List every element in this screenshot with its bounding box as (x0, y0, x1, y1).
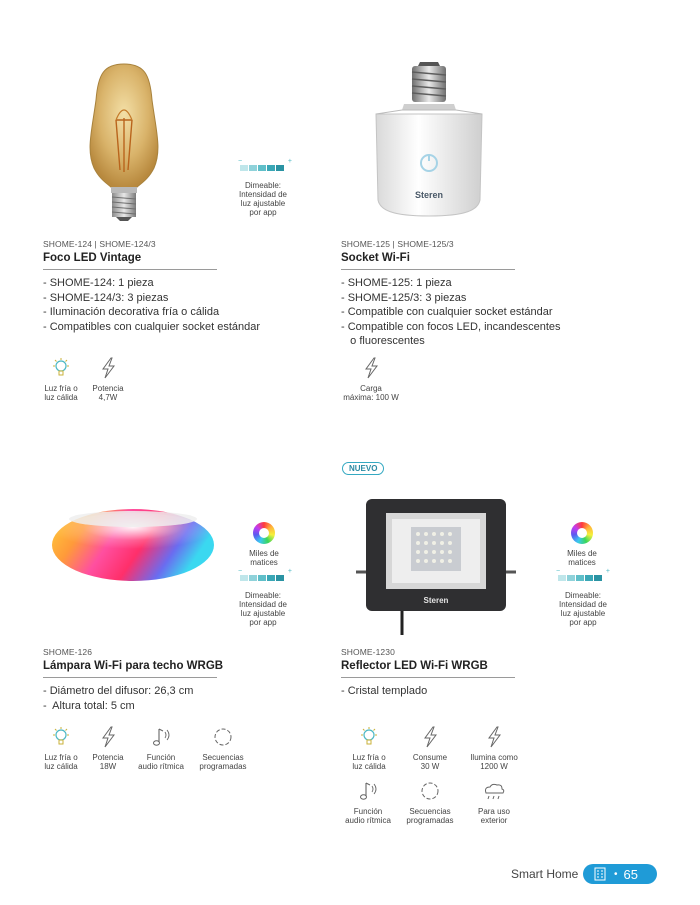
feature-item: - SHOME-125: 1 pieza (341, 277, 452, 289)
colors-label: Miles de matices (567, 549, 597, 567)
dimmable-label: Dimeable: Intensidad de luz ajustable por app (558, 591, 608, 627)
dimmable-indicator (556, 568, 610, 581)
spec-icon: Secuencias programadas (194, 726, 252, 771)
feature-item: - Altura total: 5 cm (43, 699, 135, 712)
feature-item: - Compatibles con cualquier socket estándar (43, 320, 261, 333)
title-divider (341, 269, 515, 270)
dimmable-indicator (238, 158, 292, 171)
building-icon (589, 864, 611, 884)
page-number-badge (583, 864, 657, 884)
plus-icon: + (605, 568, 610, 575)
dimmable-indicator (238, 568, 292, 581)
weather-icon (468, 780, 520, 802)
ceiling-lamp-image (50, 505, 216, 587)
product-title: Lámpara Wi-Fi para techo WRGB (43, 660, 224, 672)
feature-item: - SHOME-124/3: 3 piezas (43, 291, 169, 304)
steren-logo-text: Steren (423, 596, 449, 605)
title-divider (43, 269, 217, 270)
feature-list (43, 276, 260, 334)
feature-item: - Iluminación decorativa fría o cálida (43, 306, 220, 318)
vintage-bulb-image (80, 60, 168, 222)
spec-icon: Función audio rítmica (134, 726, 188, 771)
spec-icon: Consume 30 W (406, 726, 454, 771)
feature-item: o fluorescentes (341, 335, 425, 347)
plus-icon: + (287, 158, 292, 165)
product-code: SHOME-125 | SHOME-125/3 (341, 239, 454, 249)
bulb-icon (41, 726, 81, 748)
lightning-icon (88, 357, 128, 379)
colors-label: Miles de matices (249, 549, 279, 567)
product-code: SHOME-126 (43, 647, 93, 657)
color-wheel-icon (571, 522, 593, 544)
feature-item: - Diámetro del difusor: 26,3 cm (43, 685, 194, 697)
feature-item: - Cristal templado (341, 685, 428, 697)
spec-icon: Potencia 18W (88, 726, 128, 771)
feature-item: - SHOME-124: 1 pieza (43, 277, 154, 289)
dimmable-label: Dimeable: Intensidad de luz ajustable por app (238, 181, 288, 217)
socket-image (370, 60, 488, 222)
bullet-dot: • (614, 868, 618, 880)
spec-icon: Luz fría o luz cálida (41, 726, 81, 771)
music-note-icon (134, 726, 188, 748)
plus-icon: + (287, 568, 292, 575)
music-note-icon (341, 780, 395, 802)
sequence-icon (194, 726, 252, 748)
dimmer-bar (240, 575, 292, 581)
spec-icon: Luz fría o luz cálida (347, 726, 391, 771)
product-title: Socket Wi-Fi (341, 252, 410, 264)
minus-icon: − (238, 568, 243, 575)
page-number: 65 (623, 866, 638, 882)
lightning-icon (406, 726, 454, 748)
dimmer-bar (558, 575, 610, 581)
product-title: Reflector LED Wi-Fi WRGB (341, 660, 488, 672)
spec-icon: Para uso exterior (468, 780, 520, 825)
feature-list (341, 276, 561, 349)
product-code: SHOME-1230 (341, 647, 395, 657)
floodlight-image (356, 497, 516, 637)
lightning-icon (464, 726, 524, 748)
dimmer-bar (240, 165, 292, 171)
dimmable-label: Dimeable: Intensidad de luz ajustable por app (238, 591, 288, 627)
minus-icon: − (238, 158, 243, 165)
product-title: Foco LED Vintage (43, 252, 142, 264)
feature-list (341, 684, 427, 699)
spec-icon: Secuencias programadas (401, 780, 459, 825)
sequence-icon (401, 780, 459, 802)
bulb-icon (41, 357, 81, 379)
title-divider (43, 677, 217, 678)
lightning-icon (336, 357, 406, 379)
minus-icon: − (556, 568, 561, 575)
footer-section-name: Smart Home (511, 867, 579, 881)
feature-item: - Compatible con cualquier socket estándar (341, 306, 553, 318)
spec-icon: Ilumina como 1200 W (464, 726, 524, 771)
color-wheel-icon (253, 522, 275, 544)
spec-icon: Luz fría o luz cálida (41, 357, 81, 402)
spec-icon: Carga máxima: 100 W (336, 357, 406, 402)
lightning-icon (88, 726, 128, 748)
new-badge: NUEVO (342, 462, 384, 475)
feature-item: - SHOME-125/3: 3 piezas (341, 291, 467, 304)
title-divider (341, 677, 515, 678)
product-code: SHOME-124 | SHOME-124/3 (43, 239, 156, 249)
bulb-icon (347, 726, 391, 748)
feature-item: - Compatible con focos LED, incandescentes (341, 320, 561, 333)
steren-logo-text: Steren (414, 190, 444, 200)
feature-list (43, 684, 193, 713)
spec-icon: Función audio rítmica (341, 780, 395, 825)
spec-icon: Potencia 4,7W (88, 357, 128, 402)
